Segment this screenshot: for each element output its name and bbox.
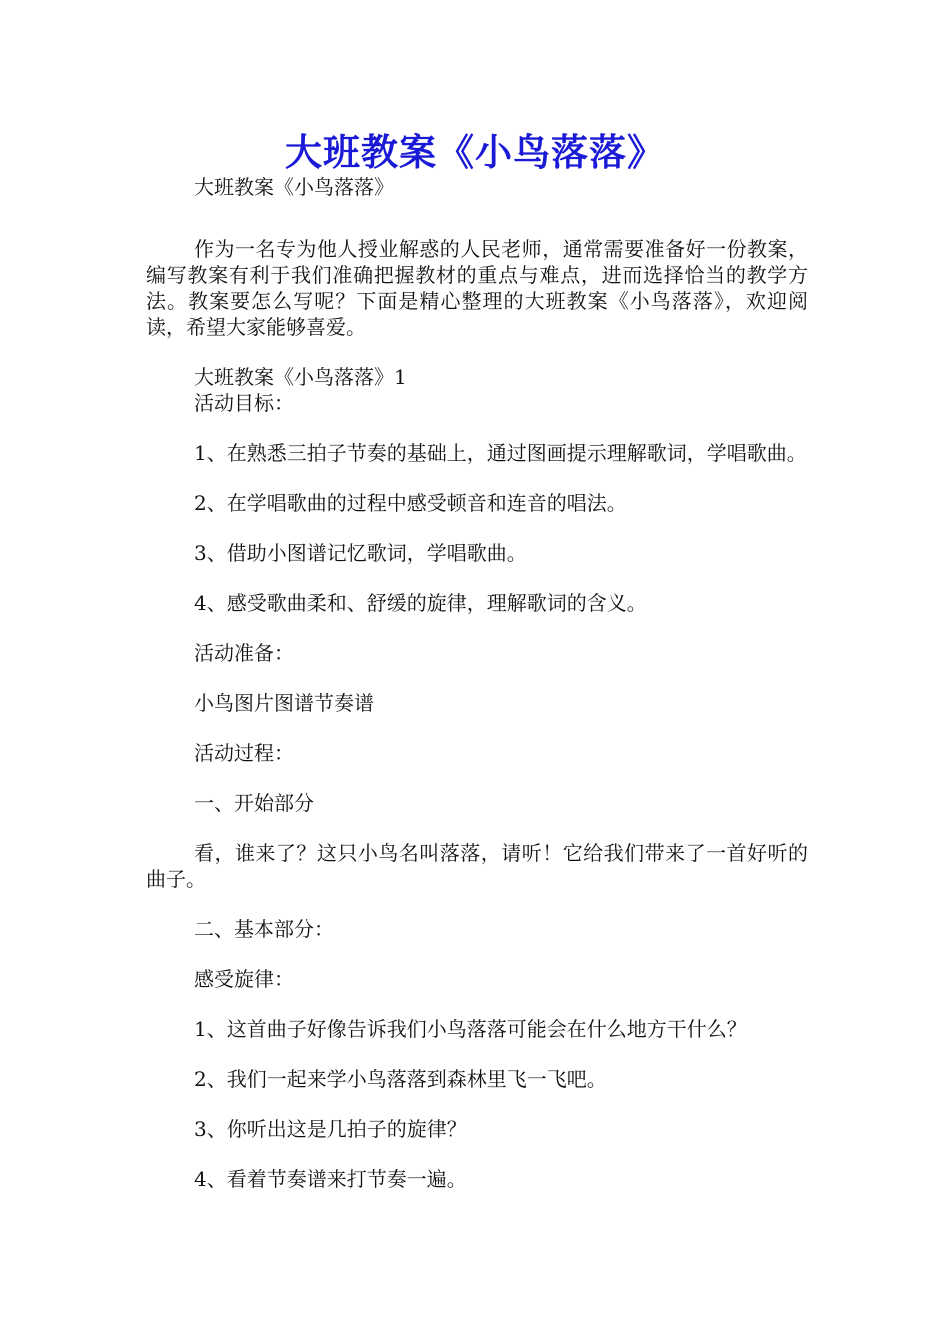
paragraph-goal-4: 4、感受歌曲柔和、舒缓的旋律，理解歌词的含义。 [194, 591, 647, 615]
document-title: 大班教案《小鸟落落》 [285, 130, 665, 174]
paragraph-goals-heading: 活动目标： [194, 391, 294, 415]
paragraph-step-4: 4、看着节奏谱来打节奏一遍。 [194, 1167, 467, 1191]
paragraph-goal-3: 3、借助小图谱记忆歌词，学唱歌曲。 [194, 541, 527, 565]
paragraph-process-heading: 活动过程： [194, 741, 294, 765]
paragraph-prep-items: 小鸟图片图谱节奏谱 [194, 691, 374, 715]
paragraph-feel-melody: 感受旋律： [194, 967, 294, 991]
paragraph-step-3: 3、你听出这是几拍子的旋律？ [194, 1117, 467, 1141]
paragraph-intro: 作为一名专为他人授业解惑的人民老师，通常需要准备好一份教案，编写教案有利于我们准确把握教材的重点与难点，进而选择恰当的教学方法。教案要怎么写呢？下面是精心整理的大班教案《小鸟落落》，欢迎阅读，希望大家能够喜爱。 [146, 237, 808, 339]
paragraph-part-1-heading: 一、开始部分 [194, 791, 314, 815]
paragraph-prep-heading: 活动准备： [194, 641, 294, 665]
paragraph-goal-1: 1、在熟悉三拍子节奏的基础上，通过图画提示理解歌词，学唱歌曲。 [194, 441, 807, 465]
paragraph-section-heading: 大班教案《小鸟落落》1 [194, 365, 407, 389]
paragraph-step-1: 1、这首曲子好像告诉我们小鸟落落可能会在什么地方干什么？ [194, 1017, 747, 1041]
document-body [146, 174, 808, 1192]
paragraph-goal-2: 2、在学唱歌曲的过程中感受顿音和连音的唱法。 [194, 491, 627, 515]
paragraph-step-2: 2、我们一起来学小鸟落落到森林里飞一飞吧。 [194, 1067, 607, 1091]
paragraph-part-1-text: 看，谁来了？这只小鸟名叫落落，请听！它给我们带来了一首好听的曲子。 [146, 841, 808, 891]
paragraph-part-2-heading: 二、基本部分： [194, 917, 334, 941]
paragraph-subtitle: 大班教案《小鸟落落》 [194, 175, 394, 199]
